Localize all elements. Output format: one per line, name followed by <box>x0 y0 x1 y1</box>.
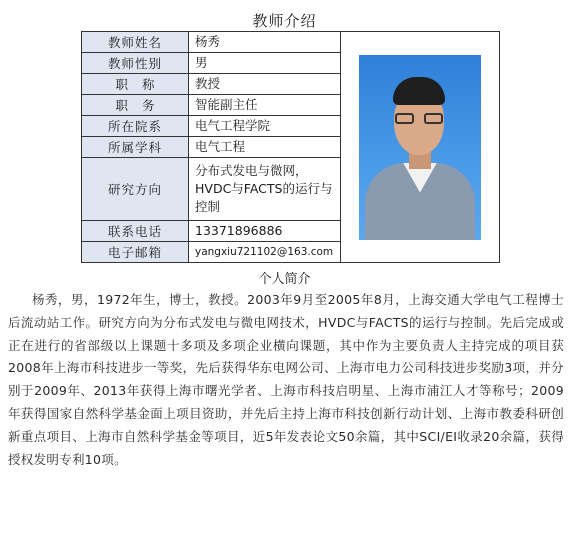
research-value: 分布式发电与微网，HVDC与FACTS的运行与控制 <box>189 158 341 221</box>
position-value: 智能副主任 <box>189 95 341 116</box>
bio-title: 个人简介 <box>258 272 311 287</box>
name-label: 教师姓名 <box>82 32 189 53</box>
email-value: yangxiu721102@163.com <box>189 242 341 263</box>
department-value: 电气工程学院 <box>189 116 341 137</box>
gender-label: 教师性别 <box>82 53 189 74</box>
phone-value: 13371896886 <box>189 221 341 242</box>
discipline-label: 所属学科 <box>82 137 189 158</box>
bio-text: 杨秀，男，1972年生，博士，教授。2003年9月至2005年8月，上海交通大学电气工程博士后流动站工作。研究方向为分布式发电与微电网技术，HVDC与FACTS的运行与控制。先后完成或正在进行的省部级以上课题十多项及多项企业横向课题，其中作为主要负责人主持完成的项目获2008年上海市科技进步一等奖，先后获得华东电网公司、上海市电力公司科技进步奖励3项，并分别于2009年、2013年获得上海市曙光学者、上海市科技启明星、上海市浦江人才等称号；2009年获得国家自然科学基金面上项目资助，并先后主持上海市科技创新行动计划、上海市教委科研创新重点项目、上海市自然科学基金等项目，近5年发表论文50余篇，其中SCI/EI收录20余篇，获得授权发明专利10项。 <box>8 292 564 467</box>
discipline-value: 电气工程 <box>189 137 341 158</box>
title-value: 教授 <box>189 74 341 95</box>
name-value: 杨秀 <box>189 32 341 53</box>
table-row <box>82 32 500 53</box>
email-label: 电子邮箱 <box>82 242 189 263</box>
gender-value: 男 <box>189 53 341 74</box>
research-label: 研究方向 <box>82 158 189 221</box>
position-label: 职务 <box>82 95 189 116</box>
phone-label: 联系电话 <box>82 221 189 242</box>
department-label: 所在院系 <box>82 116 189 137</box>
portrait-photo <box>359 55 481 240</box>
title-label: 职称 <box>82 74 189 95</box>
teacher-info-table <box>81 31 500 263</box>
photo-cell <box>341 32 500 263</box>
page-title: 教师介绍 <box>252 12 317 30</box>
